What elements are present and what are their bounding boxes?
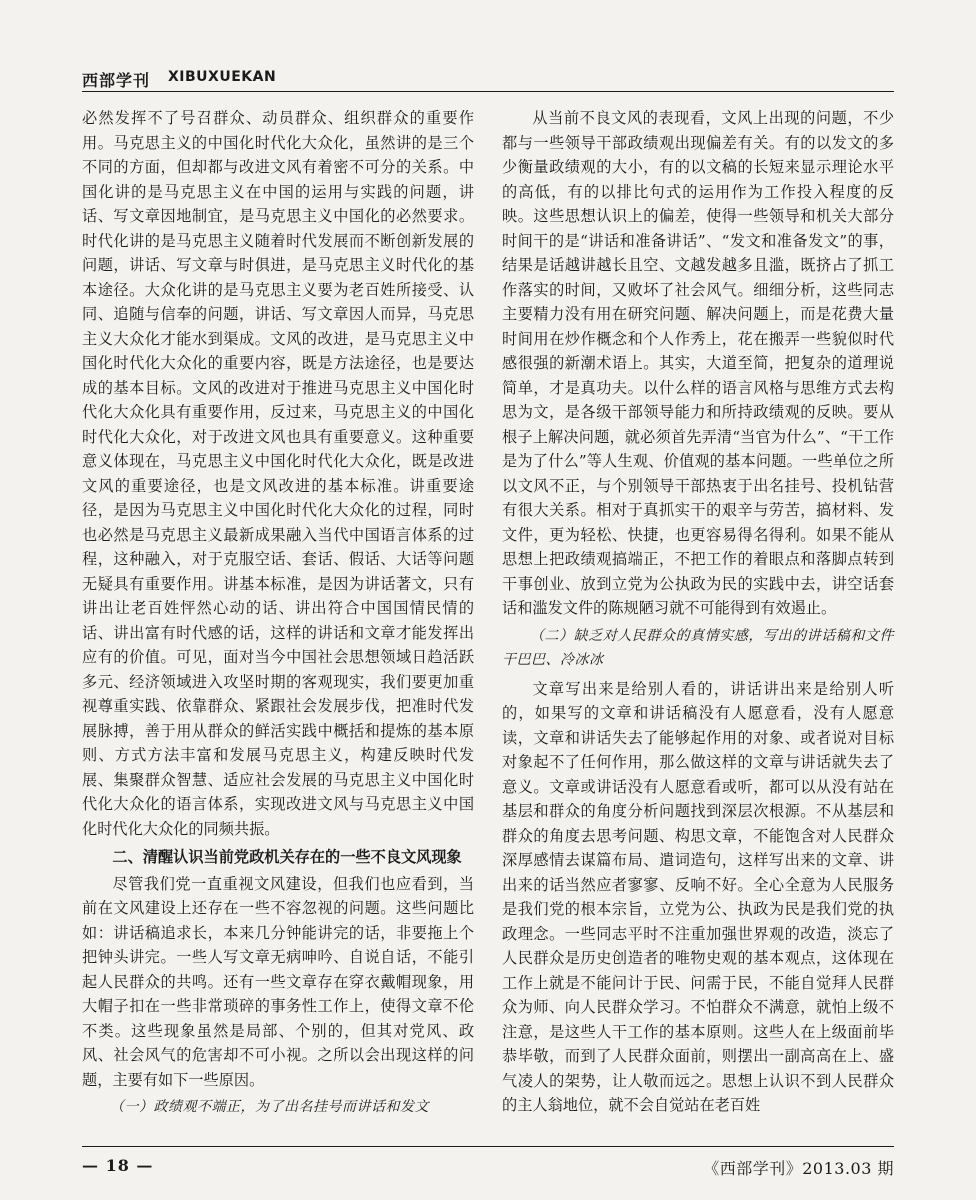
running-header [82, 66, 894, 94]
subsection-heading: （一）政绩观不端正，为了出名挂号而讲话和发文 [110, 1099, 429, 1115]
section-heading: 二、清醒认识当前党政机关存在的一些不良文风现象 [112, 848, 462, 866]
subsection-heading: （二）缺乏对人民群众的真情实感，写出的讲话稿和文件干巴巴、冷冰冰 [502, 627, 894, 668]
footer-divider [82, 1146, 894, 1147]
body-paragraph: 从当前不良文风的表现看，文风上出现的问题，不少都与一些领导干部政绩观出现偏差有关。有的以发文的多少衡量政绩观的大小，有的以文稿的长短来显示理论水平的高低，有的以排比句式的运用作为工作投入程度的反映。这些思想认识上的偏差，使得一些领导和机关大部分时间干的是“讲话和准备讲话”、“发文和准备发文”的事，结果是话越讲越长且空、文越发越多且滥，既挤占了抓工作落实的时间，又败坏了社会风气。细细分析，这些同志主要精力没有用在研究问题、解决问题上，而是花费大量时间用在炒作概念和个人作秀上，花在搬弄一些貌似时代感很强的新潮术语上。其实，大道至简，把复杂的道理说简单，才是真功夫。以什么样的语言风格与思维方式去构思为文，是各级干部领导能力和所持政绩观的反映。要从根子上解决问题，就必须首先弄清“当官为什么”、“干工作是为了什么”等人生观、价值观的基本问题。一些单位之所以文风不正，与个别领导干部热衷于出名挂号、投机钻营有很大关系。相对于真抓实干的艰辛与劳苦，搞材料、发文件，更为轻松、快捷，也更容易得名得利。如果不能从思想上把政绩观搞端正，不把工作的着眼点和落脚点转到干事创业、放到立党为公执政为民的实践中去，讲空话套话和滥发文件的陈规陋习就不可能得到有效遏止。 [502, 109, 894, 617]
body-paragraph: 尽管我们党一直重视文风建设，但我们也应看到，当前在文风建设上还存在一些不容忽视的问题。这些问题比如：讲话稿追求长，本来几分钟能讲完的话，非要拖上个把钟头讲完。一些人写文章无病呻吟、自说自话，不能引起人民群众的共鸣。还有一些文章存在穿衣戴帽现象，用大帽子扣在一些非常琐碎的事务性工作上，使得文章不伦不类。这些现象虽然是局部、个别的，但其对党风、政风、社会风气的危害却不可小视。之所以会出现这样的问题，主要有如下一些原因。 [82, 874, 474, 1089]
journal-pinyin: XIBUXUEKAN [168, 69, 277, 85]
page-number: — 18 — [82, 1156, 154, 1175]
body-paragraph: 文章写出来是给别人看的，讲话讲出来是给别人听的，如果写的文章和讲话稿没有人愿意看，没有人愿意读，文章和讲话失去了能够起作用的对象、或者说对目标对象起不了任何作用，那么做这样的文章与讲话就失去了意义。文章或讲话没有人愿意看或听，都可以从没有站在基层和群众的角度分析问题找到深层次根源。不从基层和群众的角度去思考问题、构思文章，不能饱含对人民群众深厚感情去谋篇布局、遣词造句，这样写出来的文章、讲出来的话当然应者寥寥、反响不好。全心全意为人民服务是我们党的根本宗旨，立党为公、执政为民是我们党的执政理念。一些同志平时不注重加强世界观的改造，淡忘了人民群众是历史创造者的唯物史观的基本观点，这体现在工作上就是不能问计于民、问需于民，不能自觉拜人民群众为师、向人民群众学习。不怕群众不满意，就怕上级不注意，是这些人干工作的基本原则。这些人在上级面前毕恭毕敬，而到了人民群众面前，则摆出一副高高在上、盛气凌人的架势，让人敬而远之。思想上认识不到人民群众的主人翁地位，就不会自觉站在老百姓 [502, 679, 894, 1114]
right-column [502, 106, 894, 1118]
journal-issue: 《西部学刊》2013.03 期 [703, 1159, 894, 1178]
journal-title: 西部学刊 [82, 71, 151, 90]
body-paragraph: 必然发挥不了号召群众、动员群众、组织群众的重要作用。马克思主义的中国化时代化大众化，虽然讲的是三个不同的方面，但却都与改进文风有着密不可分的关系。中国化讲的是马克思主义在中国的运用与实践的问题，讲话、写文章因地制宜，是马克思主义中国化的必然要求。时代化讲的是马克思主义随着时代发展而不断创新发展的问题，讲话、写文章与时俱进，是马克思主义时代化的基本途径。大众化讲的是马克思主义要为老百姓所接受、认同、追随与信奉的问题，讲话、写文章因人而异，马克思主义大众化才能水到渠成。文风的改进，是马克思主义中国化时代化大众化的重要内容，既是方法途径，也是要达成的基本目标。文风的改进对于推进马克思主义中国化时代化大众化具有重要作用，反过来，马克思主义的中国化时代化大众化，对于改进文风也具有重要意义。这种重要意义体现在，马克思主义中国化时代化大众化，既是改进文风的重要途径，也是文风改进的基本标准。讲重要途径，是因为马克思主义中国化时代化大众化的过程，同时也必然是马克思主义最新成果融入当代中国语言体系的过程，这种融入，对于克服空话、套话、假话、大话等问题无疑具有重要作用。讲基本标准，是因为讲话著文，只有讲出让老百姓怦然心动的话、讲出符合中国国情民情的话、讲出富有时代感的话，这样的讲话和文章才能发挥出应有的价值。可见，面对当今中国社会思想领域日趋活跃多元、经济领域进入攻坚时期的客观现实，我们要更加重视尊重实践、依靠群众、紧跟社会发展步伐，把准时代发展脉搏，善于用从群众的鲜活实践中概括和提炼的基本原则、方式方法丰富和发展马克思主义，构建反映时代发展、集聚群众智慧、适应社会发展的马克思主义中国化时代化大众化的语言体系，实现改进文风与马克思主义中国化时代化大众化的同频共振。 [82, 109, 474, 838]
header-divider [82, 91, 894, 92]
left-column [82, 106, 474, 1124]
